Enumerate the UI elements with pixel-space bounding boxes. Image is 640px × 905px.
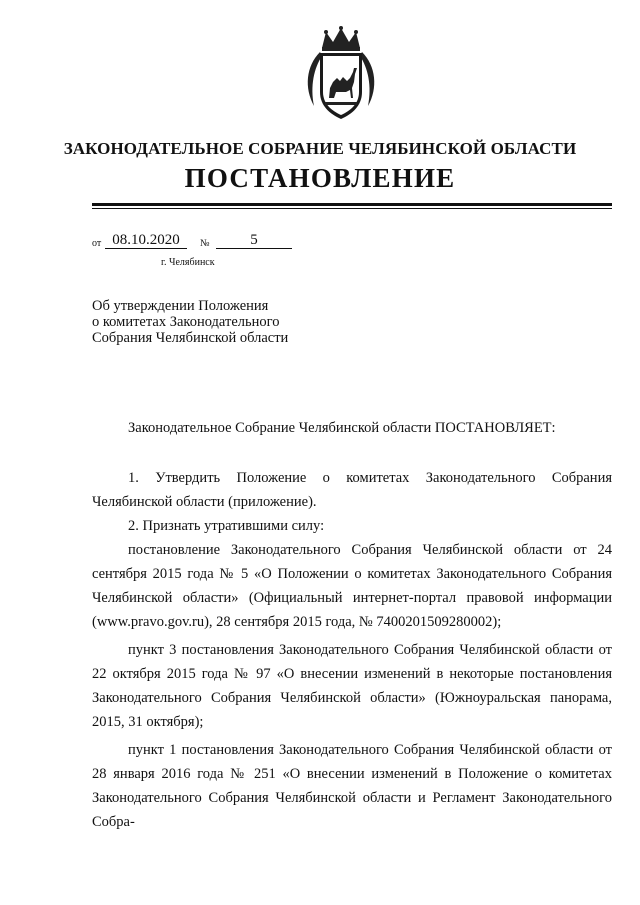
header-divider-thick <box>92 203 612 206</box>
paragraph: пункт 1 постановления Законодательного Собрания Челябинской области от 28 января 2016 года № 251 «О внесении изменений в Положение о комитетах Законодательного Собрания Челябинской области и Регламент Законодательного Собра- <box>92 742 612 830</box>
subject-line: Об утверждении Положения <box>92 298 269 314</box>
preamble: Законодательное Собрание Челябинской области ПОСТАНОВЛЯЕТ: <box>128 420 556 436</box>
organization-name: ЗАКОНОДАТЕЛЬНОЕ СОБРАНИЕ ЧЕЛЯБИНСКОЙ ОБЛАСТИ <box>63 139 577 158</box>
date-prefix: от <box>92 238 102 249</box>
document-subject <box>92 298 288 346</box>
header-divider-thin <box>92 208 612 209</box>
paragraph: 2. Признать утратившими силу: <box>128 518 325 534</box>
document-body <box>92 466 612 834</box>
subject-line: Собрания Челябинской области <box>92 330 289 346</box>
document-number: 5 <box>216 232 292 249</box>
subject-line: о комитетах Законодательного <box>92 314 280 330</box>
number-prefix: № <box>200 238 210 249</box>
document-type-title: ПОСТАНОВЛЕНИЕ <box>184 163 456 193</box>
paragraph: 1. Утвердить Положение о комитетах Законодательного Собрания Челябинской области (приложение). <box>92 470 612 510</box>
paragraph: постановление Законодательного Собрания Челябинской области от 24 сентября 2015 года № 5 «О Положении о комитетах Законодательного Собрания Челябинской области» (Официальный интернет-портал правовой информации (www.pravo.gov.ru), 28 сентября 2015 года, № 7400201509280002); <box>92 542 612 630</box>
document-date: 08.10.2020 <box>105 232 187 249</box>
coat-of-arms-icon <box>300 26 382 122</box>
paragraph: пункт 3 постановления Законодательного Собрания Челябинской области от 22 октября 2015 года № 97 «О внесении изменений в некоторые постановления Законодательного Собрания Челябинской области» (Южноуральская панорама, 2015, 31 октября); <box>92 642 612 730</box>
document-city: г. Челябинск <box>161 257 215 268</box>
